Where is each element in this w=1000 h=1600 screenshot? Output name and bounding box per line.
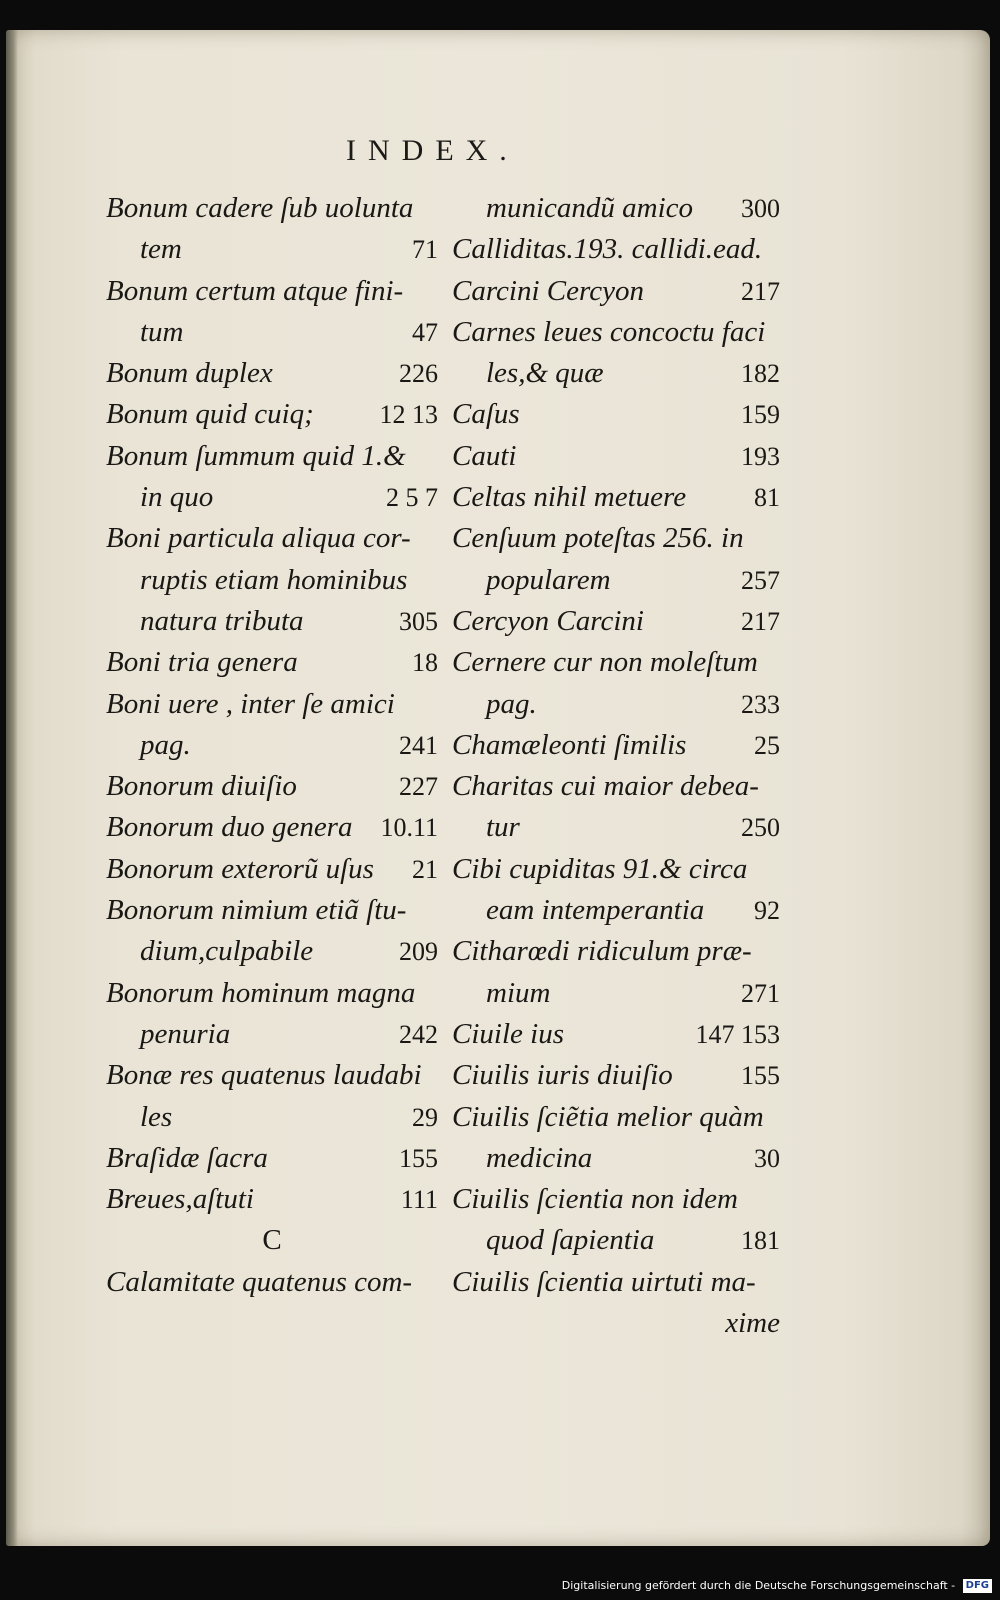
page-number: 226	[399, 359, 438, 389]
page-number: 30	[754, 1143, 780, 1173]
index-entry	[452, 725, 780, 766]
index-entry	[452, 188, 780, 229]
index-entry	[106, 394, 438, 435]
page-number: 271	[741, 978, 780, 1008]
page-number: 81	[754, 483, 780, 513]
index-entry	[452, 684, 780, 725]
index-column-right	[452, 188, 780, 1344]
entry-text: in quo	[140, 481, 214, 514]
entry-text: Bonorum nimium etiã ſtu-	[106, 894, 407, 927]
book-spine	[6, 30, 18, 1546]
entry-text: municandũ amico	[486, 192, 693, 224]
index-entry	[106, 188, 438, 229]
index-column-left	[106, 188, 438, 1303]
index-entry	[106, 931, 438, 972]
entry-text: mium	[486, 976, 551, 1009]
page-number: 227	[399, 772, 438, 802]
entry-text: Ciuilis ſciẽtia melior quàm	[452, 1100, 764, 1133]
entry-text: ruptis etiam hominibus	[140, 563, 408, 596]
page-number: 155	[741, 1061, 780, 1091]
entry-text: Calliditas.193. callidi.ead.	[452, 233, 763, 266]
index-entry	[106, 477, 438, 518]
index-entry	[106, 353, 438, 394]
index-entry	[452, 1097, 780, 1138]
index-entry	[452, 1262, 780, 1303]
page-number: 241	[399, 730, 438, 760]
entry-text: Braſidæ ſacra	[106, 1141, 268, 1174]
index-entry	[106, 601, 438, 642]
page-number: 257	[741, 565, 780, 595]
digitization-credit	[562, 1576, 992, 1596]
page-number: 217	[741, 276, 780, 306]
index-entry	[106, 766, 438, 807]
credit-text: Digitalisierung gefördert durch die Deutsche Forschungsgemeinschaft -	[561, 1579, 956, 1592]
entry-text: tur	[486, 811, 520, 844]
page-number: 305	[399, 606, 438, 636]
index-entry	[106, 1097, 438, 1138]
entry-text: quod ſapientia	[486, 1224, 655, 1257]
page-number: 233	[741, 689, 780, 719]
index-entry	[452, 229, 780, 270]
entry-text: Charitas cui maior debea-	[452, 770, 759, 803]
index-entry	[452, 1138, 780, 1179]
page-number: 155	[399, 1143, 438, 1173]
index-entry	[106, 560, 438, 601]
index-entry	[452, 890, 780, 931]
page-number: 182	[741, 359, 780, 389]
entry-text: pag.	[486, 687, 537, 720]
entry-text: les,& quæ	[486, 357, 604, 390]
entry-text: penuria	[140, 1017, 231, 1050]
index-entry	[106, 1055, 438, 1096]
page-number: 10.11	[380, 813, 438, 843]
entry-text: Breues,aſtuti	[106, 1183, 254, 1216]
index-entry	[452, 560, 780, 601]
entry-text: Bonorum exterorũ uſus	[106, 852, 374, 885]
entry-text: xime	[725, 1307, 780, 1340]
index-entry	[452, 271, 780, 312]
entry-text: Cibi cupiditas 91.& circa	[452, 852, 748, 885]
index-entry	[452, 353, 780, 394]
page-number: 2 5 7	[386, 483, 438, 513]
index-entry	[452, 807, 780, 848]
entry-text: Boni particula aliqua cor-	[106, 522, 411, 555]
page-number: 181	[741, 1226, 780, 1256]
page-number: 71	[412, 235, 438, 265]
entry-text: C	[262, 1224, 282, 1257]
entry-text: Cercyon Carcini	[452, 604, 644, 637]
index-entry	[452, 436, 780, 477]
page-number: 92	[754, 896, 780, 926]
index-entry	[452, 766, 780, 807]
index-entry	[452, 601, 780, 642]
index-entry	[106, 436, 438, 477]
index-entry	[452, 1014, 780, 1055]
index-entry	[106, 1138, 438, 1179]
page-number: 250	[741, 813, 780, 843]
index-entry	[452, 1179, 780, 1220]
index-entry	[452, 973, 780, 1014]
index-entry	[106, 807, 438, 848]
index-entry	[452, 312, 780, 353]
entry-text: tem	[140, 233, 182, 266]
index-entry	[106, 1014, 438, 1055]
index-entry	[452, 518, 780, 559]
entry-text: Carcini Cercyon	[452, 274, 644, 307]
entry-text: Chamæleonti ſimilis	[452, 728, 687, 761]
entry-text: Celtas nihil metuere	[452, 481, 687, 514]
index-entry	[452, 1303, 780, 1344]
entry-text: Ciuilis iuris diuiſio	[452, 1059, 673, 1092]
index-entry	[106, 1179, 438, 1220]
index-entry	[106, 229, 438, 270]
section-letter	[106, 1220, 438, 1261]
entry-text: dium,culpabile	[140, 935, 314, 968]
entry-text: Bonorum hominum magna	[106, 976, 416, 1009]
page-number: 193	[741, 441, 780, 471]
entry-text: les	[140, 1100, 173, 1133]
index-entry	[452, 849, 780, 890]
page-number: 217	[741, 606, 780, 636]
page-number: 12 13	[379, 400, 438, 430]
entry-text: popularem	[486, 563, 611, 596]
entry-text: Bonorum duo genera	[106, 811, 353, 844]
entry-text: pag.	[140, 728, 191, 761]
entry-text: Caſus	[452, 398, 520, 431]
entry-text: Calamitate quatenus com-	[106, 1265, 413, 1298]
entry-text: Ciuilis ſcientia non idem	[452, 1183, 738, 1216]
index-entry	[106, 849, 438, 890]
page-header: INDEX.	[346, 134, 519, 167]
entry-text: Cenſuum poteſtas 256. in	[452, 522, 744, 555]
entry-text: Bonum quid cuiq;	[106, 398, 314, 431]
index-entry	[452, 642, 780, 683]
index-entry	[106, 642, 438, 683]
book-page	[6, 30, 990, 1546]
page-number: 147 153	[695, 1019, 780, 1049]
index-entry	[106, 725, 438, 766]
page-number: 25	[754, 730, 780, 760]
page-number: 209	[399, 937, 438, 967]
page-number: 29	[412, 1102, 438, 1132]
entry-text: Carnes leues concoctu faci	[452, 315, 766, 348]
entry-text: Boni tria genera	[106, 646, 298, 679]
entry-text: eam intemperantia	[486, 894, 705, 927]
entry-text: Citharœdi ridiculum præ-	[452, 935, 752, 968]
entry-text: Bonæ res quatenus laudabi	[106, 1059, 422, 1092]
index-entry	[106, 312, 438, 353]
index-entry	[106, 1262, 438, 1303]
page-number: 21	[412, 854, 438, 884]
index-entry	[452, 394, 780, 435]
entry-text: Ciuilis ſcientia uirtuti ma-	[452, 1265, 756, 1298]
index-entry	[106, 684, 438, 725]
page-number: 18	[412, 648, 438, 678]
index-entry	[106, 973, 438, 1014]
page-number: 47	[412, 317, 438, 347]
page-number: 111	[400, 1185, 438, 1215]
entry-text: Bonum certum atque fini-	[106, 274, 404, 307]
entry-text: natura tributa	[140, 604, 304, 637]
entry-text: Bonum ſummum quid 1.&	[106, 439, 406, 472]
page-number: 300	[741, 194, 780, 223]
index-entry	[106, 518, 438, 559]
index-entry	[452, 477, 780, 518]
entry-text: Bonorum diuiſio	[106, 770, 297, 803]
index-entry	[452, 931, 780, 972]
page-number: 159	[741, 400, 780, 430]
entry-text: Bonum duplex	[106, 357, 273, 390]
index-entry	[106, 890, 438, 931]
entry-text: medicina	[486, 1141, 593, 1174]
index-entry	[106, 271, 438, 312]
entry-text: tum	[140, 315, 184, 348]
entry-text: Bonum cadere ſub uolunta	[106, 192, 414, 224]
index-entry	[452, 1055, 780, 1096]
dfg-logo: DFG	[963, 1579, 992, 1593]
entry-text: Boni uere , inter ſe amici	[106, 687, 395, 720]
page-number: 242	[399, 1019, 438, 1049]
entry-text: Ciuile ius	[452, 1017, 564, 1050]
entry-text: Cauti	[452, 439, 517, 472]
entry-text: Cernere cur non moleſtum	[452, 646, 758, 679]
index-entry	[452, 1220, 780, 1261]
